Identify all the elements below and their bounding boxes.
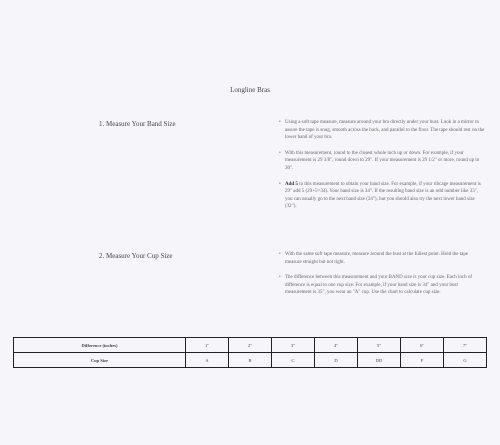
page-title: Longline Bras — [230, 86, 270, 94]
cup-size-chart — [13, 337, 487, 368]
difference-cell: 6" — [401, 338, 444, 353]
difference-cell: 2" — [229, 338, 272, 353]
cup-size-heading: 2. Measure Your Cup Size — [99, 252, 173, 260]
cup-size-cell: D — [315, 353, 358, 368]
band-step-2: • With this measurement, round to the closest whole inch up or down. For example, if your measurement is 29 3/8", round down to 29". If your measurement is 29 1/2" or more, round up to 30". — [279, 150, 485, 173]
difference-cell: 7" — [444, 338, 487, 353]
difference-cell: 5" — [358, 338, 401, 353]
cup-size-row — [14, 353, 487, 368]
difference-cell: 3" — [272, 338, 315, 353]
cup-size-cell: DD — [358, 353, 401, 368]
difference-row — [14, 338, 487, 353]
cup-size-row-label: Cup Size — [14, 353, 186, 368]
band-size-instructions — [279, 119, 485, 219]
cup-size-cell: F — [401, 353, 444, 368]
cup-size-cell: C — [272, 353, 315, 368]
band-step-3: • Add 5 to this measurement to obtain your band size. For example, if your ribcage measurement is 29" add 5 (29+5=34). Your band size is 34". If the resulting band size is an odd number like 33", you can usually go to the next band size (34"), but you should also try the next lower band size (32"). — [279, 181, 485, 211]
band-step-1: • Using a soft tape measure, measure around your bra directly under your bust. Look in a mirror to assure the tape is snug, smooth across the back, and parallel to the floor. The tape should rest on the lower band of your bra. — [279, 119, 485, 142]
cup-size-instructions — [279, 251, 485, 305]
cup-step-1: • With the same soft tape measure, measure around the bust at the fullest point. Hold the tape measure straight but not tight. — [279, 251, 485, 266]
difference-row-label: Difference (inches) — [14, 338, 186, 353]
cup-size-cell: A — [186, 353, 229, 368]
difference-cell: 1" — [186, 338, 229, 353]
band-size-heading: 1. Measure Your Band Size — [99, 120, 176, 128]
difference-cell: 4" — [315, 338, 358, 353]
cup-size-cell: G — [444, 353, 487, 368]
cup-step-2: • The difference between this measurement and your BAND size is your cup size. Each inch of difference is equal to one cup size. For example, if your band size is 34" and your bust measurement is 35", you wear an "A" cup. Use the chart to calculate cup size. — [279, 274, 485, 297]
cup-size-cell: B — [229, 353, 272, 368]
